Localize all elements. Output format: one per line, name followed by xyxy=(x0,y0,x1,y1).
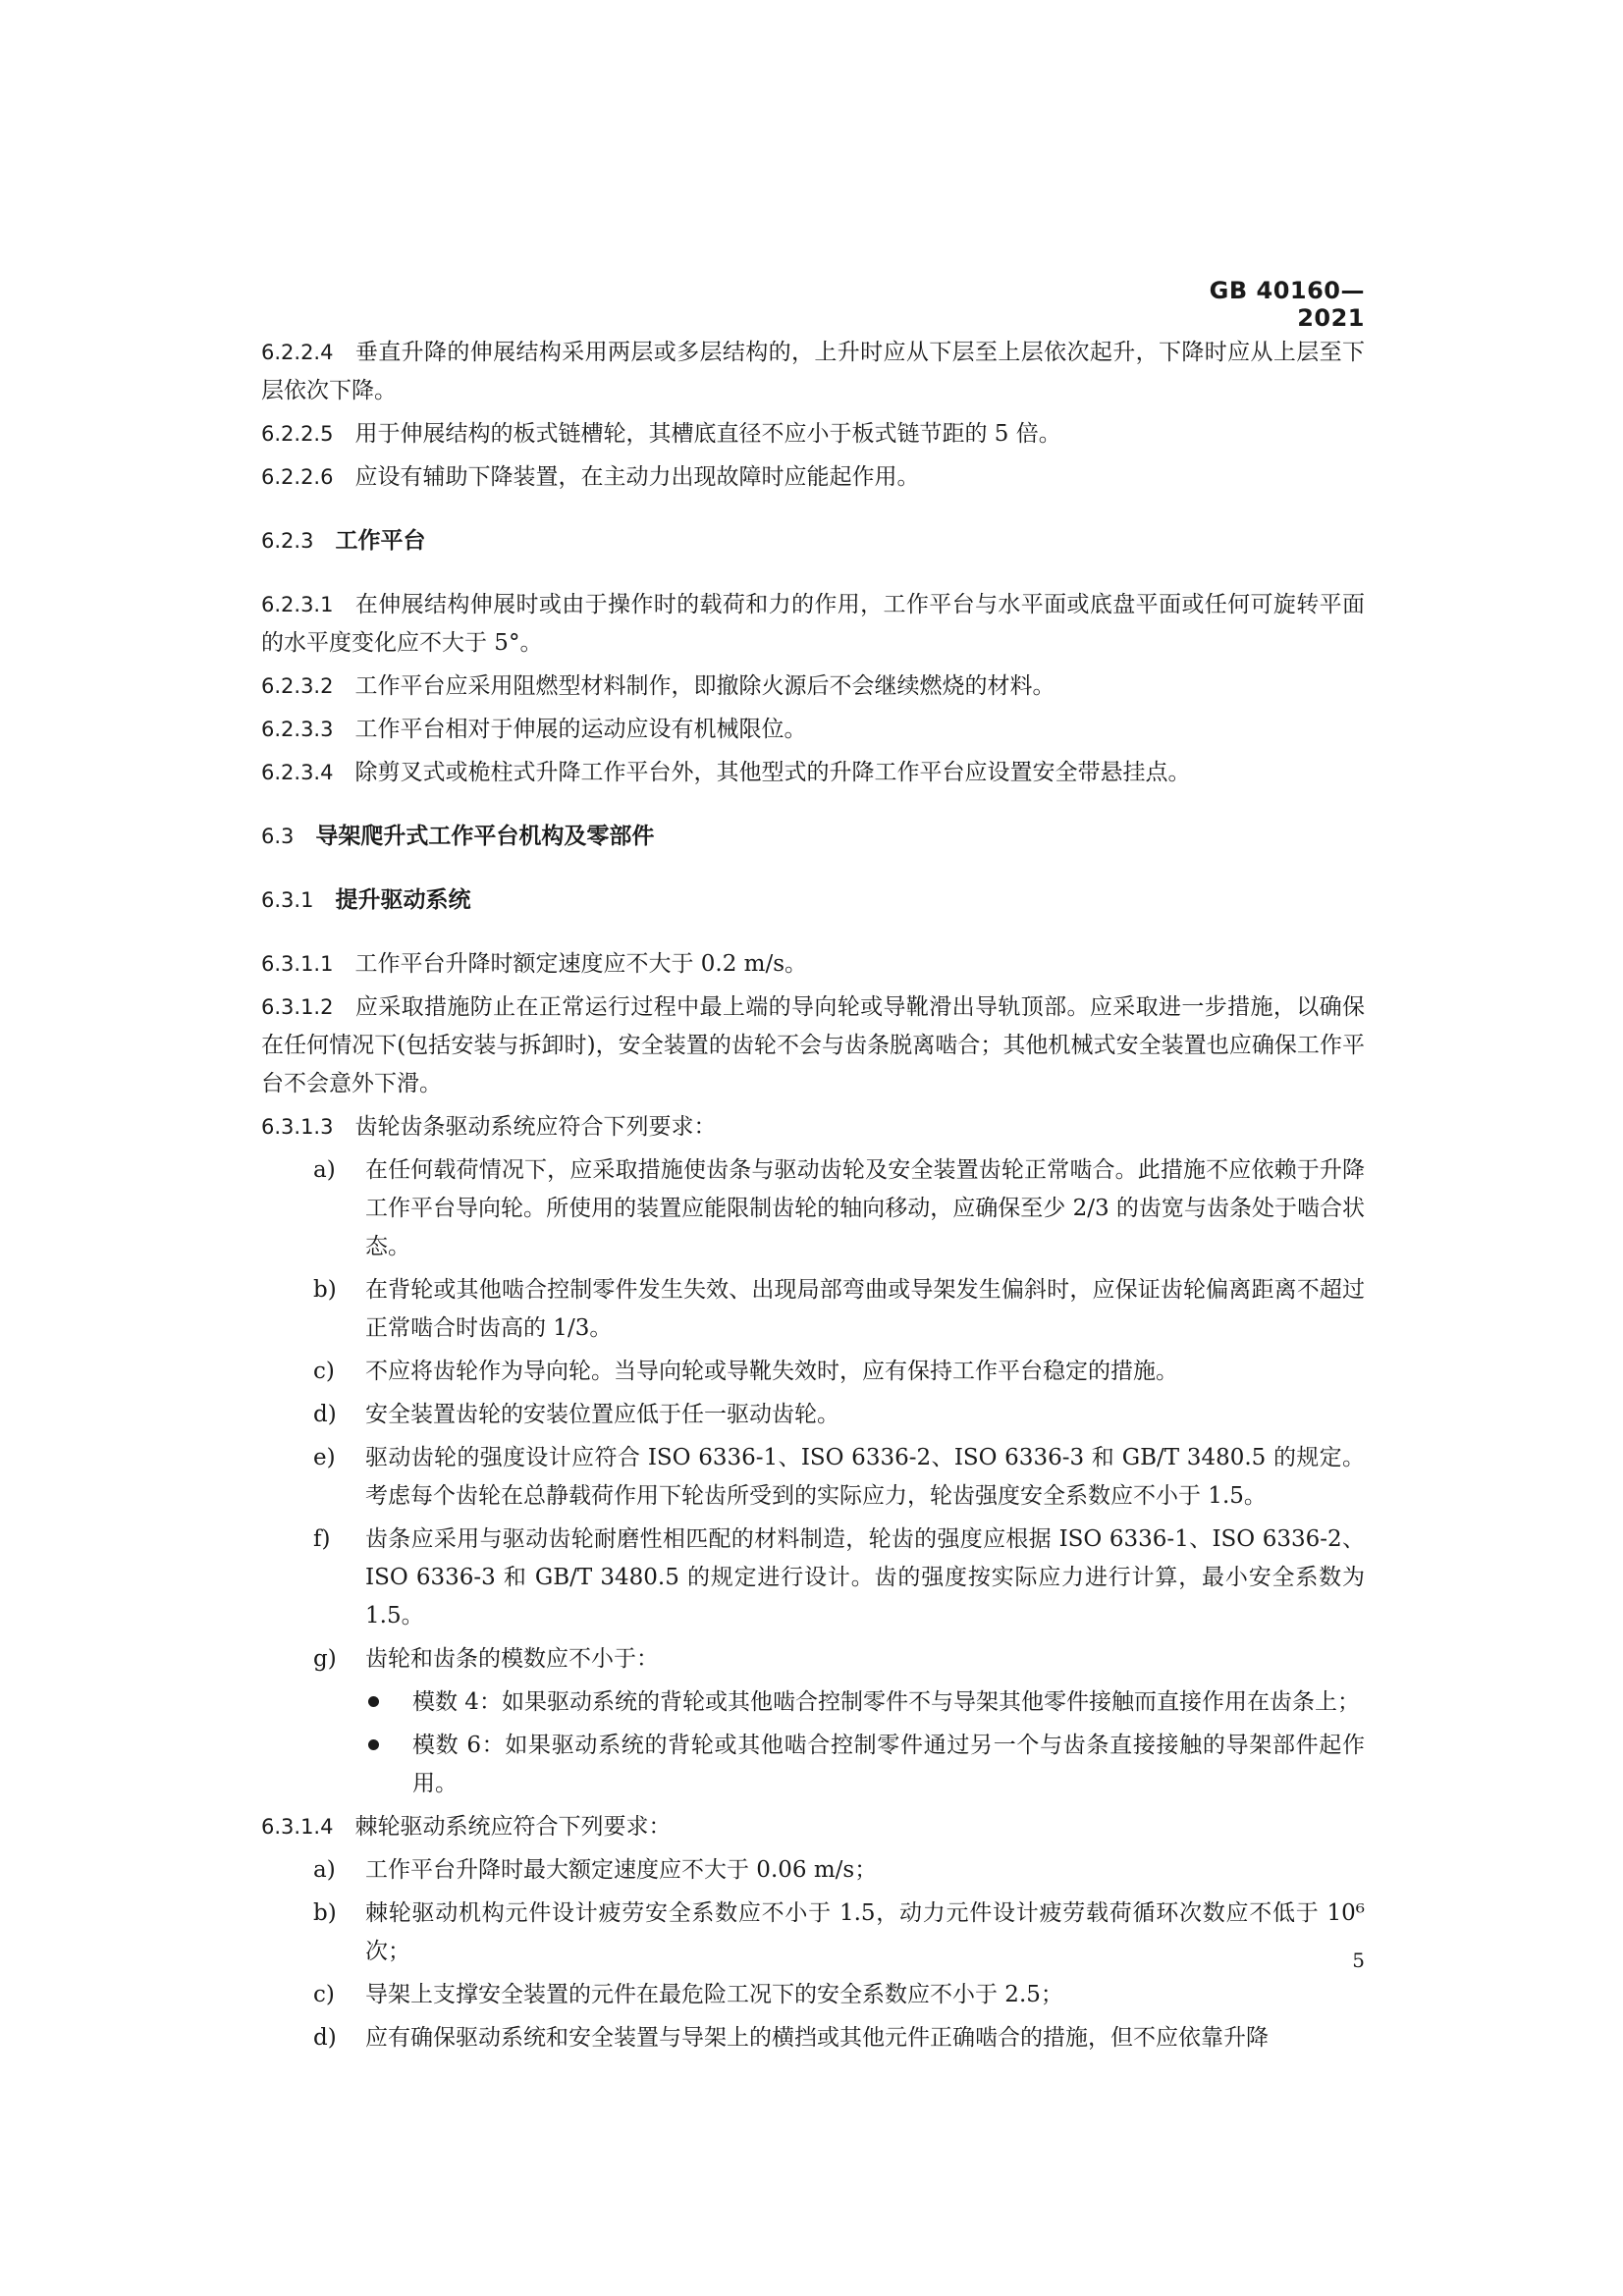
list-item-c xyxy=(261,1976,1365,2014)
clause-number: 6.2.3.2 xyxy=(261,674,334,698)
list-item-text: 安全装置齿轮的安装位置应低于任一驱动齿轮。 xyxy=(365,1402,839,1427)
list-item-c xyxy=(261,1353,1365,1391)
clause-text: 工作平台升降时额定速度应不大于 0.2 m/s。 xyxy=(354,951,808,977)
list-marker: a) xyxy=(313,1157,336,1183)
bullet-dot-icon xyxy=(368,1696,379,1707)
clause-text: 齿轮齿条驱动系统应符合下列要求： xyxy=(354,1114,717,1140)
list-item-text: 不应将齿轮作为导向轮。当导向轮或导靴失效时，应有保持工作平台稳定的措施。 xyxy=(365,1359,1178,1384)
list-marker: b) xyxy=(313,1277,337,1303)
clause-text: 应采取措施防止在正常运行过程中最上端的导向轮或导靴滑出导轨顶部。应采取进一步措施，以确保在任何情况下(包括安装与拆卸时)，安全装置的齿轮不会与齿条脱离啮合；其他机械式安全装置也应确保工作平台不会意外下滑。 xyxy=(261,994,1365,1096)
standard-code: GB 40160—2021 xyxy=(1209,277,1365,332)
list-marker: c) xyxy=(313,1359,335,1384)
clause-6-3-1-2 xyxy=(261,988,1365,1103)
list-item-g xyxy=(261,1640,1365,1679)
list-item-text: 齿轮和齿条的模数应不小于： xyxy=(365,1646,659,1672)
clause-6-3-1-4 xyxy=(261,1808,1365,1846)
clause-number: 6.2.2.4 xyxy=(261,341,334,364)
list-item-text: 驱动齿轮的强度设计应符合 ISO 6336-1、ISO 6336-2、ISO 6336-3 和 GB/T 3480.5 的规定。考虑每个齿轮在总静载荷作用下轮齿所受到的实际应力，轮齿强度安全系数应不小于 1.5。 xyxy=(365,1445,1365,1509)
clause-number: 6.2.3.3 xyxy=(261,718,334,741)
list-marker: e) xyxy=(313,1445,336,1470)
list-marker: d) xyxy=(313,1402,337,1427)
list-item-d xyxy=(261,2019,1365,2057)
bullet-dot-icon xyxy=(368,1739,379,1750)
list-item-text: 在背轮或其他啮合控制零件发生失效、出现局部弯曲或导架发生偏斜时，应保证齿轮偏离距离不超过正常啮合时齿高的 1/3。 xyxy=(365,1277,1365,1341)
clause-number: 6.3.1.4 xyxy=(261,1815,334,1839)
clause-6-2-3-3 xyxy=(261,711,1365,749)
list-item-d xyxy=(261,1396,1365,1434)
clause-6-2-2-6 xyxy=(261,458,1365,497)
list-marker: f) xyxy=(313,1526,331,1552)
list-item-text: 齿条应采用与驱动齿轮耐磨性相匹配的材料制造，轮齿的强度应根据 ISO 6336-1、ISO 6336-2、ISO 6336-3 和 GB/T 3480.5 的规定进行设计。齿的强度按实际应力进行计算，最小安全系数为 1.5。 xyxy=(365,1526,1365,1629)
clause-text: 用于伸展结构的板式链槽轮，其槽底直径不应小于板式链节距的 5 倍。 xyxy=(354,421,1061,447)
clause-text: 除剪叉式或桅柱式升降工作平台外，其他型式的升降工作平台应设置安全带悬挂点。 xyxy=(354,760,1191,785)
list-item-e xyxy=(261,1439,1365,1516)
list-item-text: 棘轮驱动机构元件设计疲劳安全系数应不小于 1.5，动力元件设计疲劳载荷循环次数应不低于 10⁶ 次； xyxy=(365,1900,1365,1964)
bullet-item-module-6 xyxy=(261,1727,1365,1803)
list-item-text: 工作平台升降时最大额定速度应不大于 0.06 m/s； xyxy=(365,1857,878,1883)
clause-6-2-2-4 xyxy=(261,334,1365,410)
bullet-item-module-4 xyxy=(261,1683,1365,1722)
list-marker: a) xyxy=(313,1857,336,1883)
clause-number: 6.2.2.5 xyxy=(261,422,334,446)
list-item-a xyxy=(261,1851,1365,1890)
list-item-text: 导架上支撑安全装置的元件在最危险工况下的安全系数应不小于 2.5； xyxy=(365,1982,1063,2007)
list-marker: c) xyxy=(313,1982,335,2007)
list-marker: g) xyxy=(313,1646,337,1672)
section-title: 导架爬升式工作平台机构及零部件 xyxy=(315,824,655,849)
clause-6-3-1-3 xyxy=(261,1108,1365,1147)
section-title: 工作平台 xyxy=(335,528,426,554)
bullet-text: 模数 4：如果驱动系统的背轮或其他啮合控制零件不与导架其他零件接触而直接作用在齿条上； xyxy=(412,1689,1360,1715)
list-marker: b) xyxy=(313,1900,337,1926)
section-number: 6.3 xyxy=(261,825,295,848)
clause-number: 6.2.2.6 xyxy=(261,465,334,489)
clause-text: 在伸展结构伸展时或由于操作时的载荷和力的作用，工作平台与水平面或底盘平面或任何可旋转平面的水平度变化应不大于 5°。 xyxy=(261,592,1365,656)
clause-6-2-3-4 xyxy=(261,754,1365,792)
clause-6-2-3-1 xyxy=(261,586,1365,663)
list-item-b xyxy=(261,1895,1365,1971)
clause-number: 6.3.1.3 xyxy=(261,1115,334,1139)
clause-text: 垂直升降的伸展结构采用两层或多层结构的，上升时应从下层至上层依次起升，下降时应从上层至下层依次下降。 xyxy=(261,340,1365,403)
section-title: 提升驱动系统 xyxy=(335,887,471,913)
clause-text: 棘轮驱动系统应符合下列要求： xyxy=(354,1814,672,1840)
section-heading-6-2-3 xyxy=(261,522,1365,561)
clause-text: 工作平台相对于伸展的运动应设有机械限位。 xyxy=(354,717,807,742)
list-item-a xyxy=(261,1151,1365,1266)
clause-number: 6.3.1.2 xyxy=(261,995,334,1019)
document-body xyxy=(261,334,1365,2062)
clause-6-2-2-5 xyxy=(261,415,1365,454)
list-item-b xyxy=(261,1271,1365,1348)
bullet-text: 模数 6：如果驱动系统的背轮或其他啮合控制零件通过另一个与齿条直接接触的导架部件起作用。 xyxy=(412,1733,1365,1796)
clause-6-3-1-1 xyxy=(261,945,1365,984)
section-number: 6.3.1 xyxy=(261,888,314,912)
clause-number: 6.3.1.1 xyxy=(261,952,334,976)
section-number: 6.2.3 xyxy=(261,529,314,553)
clause-number: 6.2.3.4 xyxy=(261,761,334,784)
page-number: 5 xyxy=(1352,1949,1365,1972)
list-item-f xyxy=(261,1521,1365,1635)
list-marker: d) xyxy=(313,2025,337,2051)
section-heading-6-3-1 xyxy=(261,881,1365,920)
list-item-text: 在任何载荷情况下，应采取措施使齿条与驱动齿轮及安全装置齿轮正常啮合。此措施不应依赖于升降工作平台导向轮。所使用的装置应能限制齿轮的轴向移动，应确保至少 2/3 的齿宽与齿条处于啮合状态。 xyxy=(365,1157,1365,1259)
clause-6-2-3-2 xyxy=(261,667,1365,706)
clause-number: 6.2.3.1 xyxy=(261,593,334,616)
list-item-text: 应有确保驱动系统和安全装置与导架上的横挡或其他元件正确啮合的措施，但不应依靠升降 xyxy=(365,2025,1269,2051)
clause-text: 应设有辅助下降装置，在主动力出现故障时应能起作用。 xyxy=(354,464,920,490)
section-heading-6-3 xyxy=(261,818,1365,856)
clause-text: 工作平台应采用阻燃型材料制作，即撤除火源后不会继续燃烧的材料。 xyxy=(354,673,1055,699)
